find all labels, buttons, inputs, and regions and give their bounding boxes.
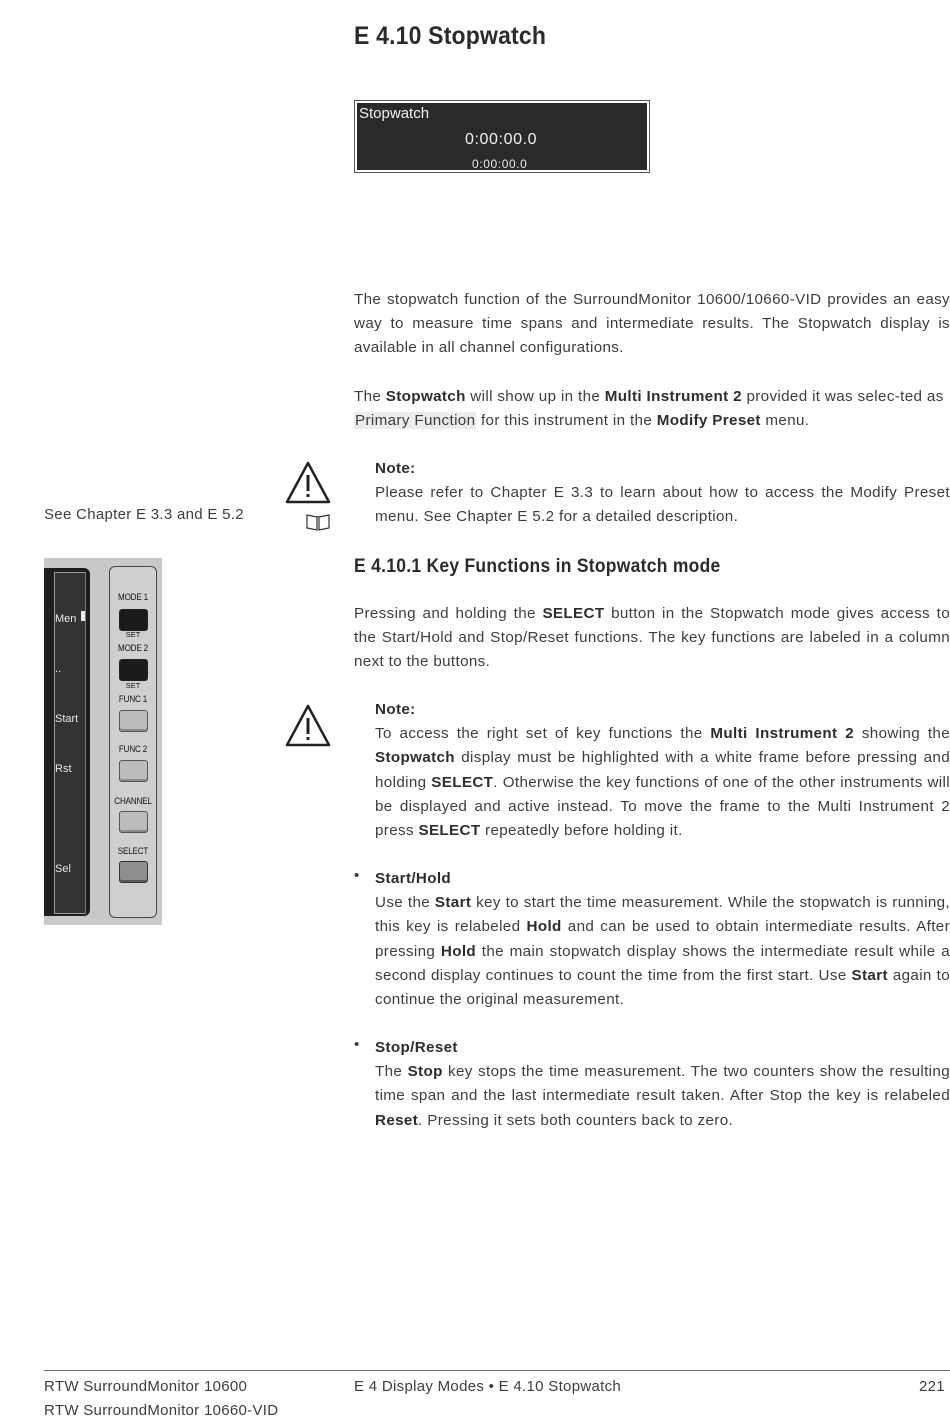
select-button: [119, 861, 148, 883]
device-panel-image: [44, 558, 162, 925]
stopwatch-title: Stopwatch: [359, 105, 430, 122]
note-1-text: Please refer to Chapter E 3.3 to learn about how to access the Modify Preset menu. See Chapter E 5.2 for a detailed description.: [375, 484, 950, 526]
note-2-label: Note:: [375, 701, 416, 718]
softkey-label: ..: [55, 663, 62, 675]
page-number: 221: [919, 1378, 945, 1395]
footer-rule: [44, 1370, 950, 1371]
mode-1-button: [119, 609, 148, 631]
bullet-start-hold: Start/Hold Use the Start key to start the time measurement. While the stopwatch is running, this key is relabeled Hold and can be used to obtain intermediate results. After pressing Hold the main stopwatch display shows the intermediate result while a second display continues to count the time from the first start. Use Start again to continue the original measurement.: [375, 870, 950, 1009]
mode-2-button: [119, 659, 148, 681]
footer-product: RTW SurroundMonitor 10600: [44, 1378, 248, 1395]
softkey-label: Men: [55, 613, 77, 625]
func-2-button: [119, 760, 148, 782]
note-2-text: To access the right set of key functions the Multi Instrument 2 showing the Stopwatch display must be highlighted with a white frame before pressing and holding SELECT. Otherwise the key functions of one of the other instruments will be displayed and active instead. To move the frame to the Multi Instrument 2 press SELECT repeatedly before holding it.: [375, 725, 950, 840]
bullet-title: Stop/Reset: [375, 1039, 458, 1056]
key-functions-intro: Pressing and holding the SELECT button in the Stopwatch mode gives access to the Start/Hold and Stop/Reset functions. The key functions are labeled in a column next to the buttons.: [354, 605, 950, 671]
book-icon: [305, 512, 331, 532]
key-sub-label: SET: [125, 630, 141, 639]
primary-function-highlight: Primary Function: [355, 412, 476, 430]
key-label: MODE 2: [118, 643, 148, 654]
bullet-title: Start/Hold: [375, 870, 452, 887]
bullet-marker: •: [354, 1036, 360, 1053]
key-sub-label: SET: [125, 681, 141, 690]
stopwatch-main-time: 0:00:00.0: [465, 131, 538, 148]
bullet-stop-reset: Stop/Reset The Stop key stops the time measurement. The two counters show the resulting time span and the last intermediate result taken. After Stop the key is relabeled Reset. Pressing it sets both counters back to zero.: [375, 1039, 950, 1129]
softkey-label: Start: [55, 713, 79, 725]
warning-icon: [285, 703, 331, 747]
footer-product-2: RTW SurroundMonitor 10660-VID: [44, 1402, 279, 1419]
key-label: FUNC 2: [118, 744, 148, 755]
softkey-label: Rst: [55, 763, 72, 775]
softkey-label: Sel: [55, 863, 71, 875]
section-heading: E 4.10.1 Key Functions in Stopwatch mode: [354, 556, 721, 577]
note-1-label: Note:: [375, 460, 416, 477]
note-1: [375, 457, 950, 530]
key-label: MODE 1: [118, 592, 148, 603]
func-1-button: [119, 710, 148, 732]
key-label: SELECT: [117, 846, 149, 857]
bullet-marker: •: [354, 867, 360, 884]
footer-section: E 4 Display Modes • E 4.10 Stopwatch: [354, 1378, 622, 1395]
key-label: FUNC 1: [118, 694, 148, 705]
stopwatch-display: [354, 100, 650, 173]
channel-button: [119, 811, 148, 833]
key-label: CHANNEL: [114, 796, 152, 807]
intro-paragraph-1: The stopwatch function of the SurroundMonitor 10600/10660-VID provides an easy way to measure time spans and intermediate results. The Stopwatch display is available in all channel configurations.: [354, 291, 950, 357]
stopwatch-sub-time: 0:00:00.0: [472, 157, 528, 171]
warning-icon: [285, 460, 331, 504]
page-title: E 4.10 Stopwatch: [354, 22, 547, 50]
intro-paragraph-2: The Stopwatch will show up in the Multi Instrument 2 provided it was selec-ted as Primary Function for this instrument in the Modify Preset menu.: [354, 388, 944, 430]
scroll-marker: [81, 611, 85, 621]
side-reference: See Chapter E 3.3 and E 5.2: [44, 506, 244, 523]
note-2: [375, 698, 950, 843]
